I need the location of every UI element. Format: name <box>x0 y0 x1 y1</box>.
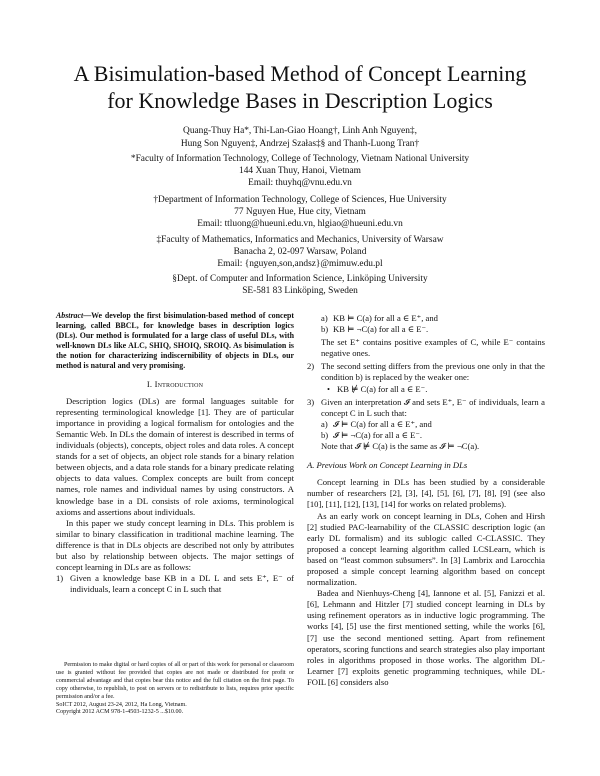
previous-work-paragraph-3: Badea and Nienhuys-Cheng [4], Iannone et al. [5], Fanizzi et al. [6], Lehmann and Hitzler [7] studied concept learning in DLs by using refinement operators as in inductive logic programming. The works [4], [5] use the first mentioned setting, while the works [6], [7] use the second mentioned setting. Apart from refinement operators, scoring functions and search strategies also play important roles in algorithms proposed in those works. The algorithm DL-Learner [7] exploits genetic programming techniques, while DL-FOIL [6] considers also <box>307 588 545 687</box>
intro-paragraph-1: Description logics (DLs) are formal languages suitable for representing terminological knowledge [1]. They are of particular importance in providing a logical formalism for ontologies and the Semantic Web. In DLs the domain of interest is described in terms of individuals (objects), concepts, object roles and data roles. A concept stands for a set of objects, an object role stands for a binary relation between objects, and a data role stands for a binary predicate relating objects to data values. Complex concepts are built from concept names, role names and individual names by using constructors. A knowledge base in a DL consists of role axioms, terminological axioms and assertions about individuals. <box>56 395 294 517</box>
abstract <box>56 311 294 372</box>
list-item <box>56 573 294 595</box>
previous-work-paragraph-2: As an early work on concept learning in DLs, Cohen and Hirsh [2] studied PAC-learnability of the CLASSIC description logic (an early DL formalism) and its sublogic called C-CLASSIC. They proposed a concept learning algorithm called LCSLearn, which is based on “least common subsumers”. In [3] Lambrix and Larocchia proposed a simple concept learning algorithm based on concept normalization. <box>307 510 545 588</box>
list-subitem <box>307 419 545 430</box>
footnote <box>56 662 294 717</box>
subitem-text: KB ⊨ ¬C(a) for all a ∈ E⁻. <box>333 324 429 335</box>
list-item <box>307 361 545 383</box>
affiliation-1: *Faculty of Information Technology, College of Technology, Vietnam National University 144 Xuan Thuy, Hanoi, Vietnam Email: thuyhq@vnu.edu.vn <box>130 154 470 189</box>
bullet-text: KB ⊭ C(a) for all a ∈ E⁻. <box>337 383 428 394</box>
affiliation-4: §Dept. of Computer and Information Science, Linköping University SE-581 83 Linköping, Sweden <box>172 274 428 297</box>
list-subitem <box>307 430 545 441</box>
list-item <box>307 397 545 419</box>
right-column <box>307 313 545 768</box>
subitem-label: a) <box>321 313 328 323</box>
item1-note: The set E⁺ contains positive examples of C, while E⁻ contains negative ones. <box>321 337 545 359</box>
list-bullet <box>307 384 545 395</box>
subitem-label: a) <box>321 418 328 429</box>
affiliation-2: †Department of Information Technology, College of Sciences, Hue University 77 Nguyen Hue, Hue city, Vietnam Email: ttluong@hueuni.edu.vn, hlgiao@hueuni.edu.vn <box>153 195 447 230</box>
affiliation-3: ‡Faculty of Mathematics, Informatics and Mechanics, University of Warsaw Banacha 2, 02-097 Warsaw, Poland Email: {nguyen,son,andsz}@mimuw.edu.pl <box>156 235 444 270</box>
item3-note: Note that 𝓘 ⊭ C(a) is the same as 𝓘 ⊨ ¬C(a). <box>321 441 480 452</box>
subitem-label: b) <box>321 429 329 440</box>
list-subitem <box>307 324 545 335</box>
list-item-label: 1) <box>56 573 64 584</box>
subitem-text: 𝓘 ⊨ ¬C(a) for all a ∈ E⁻. <box>333 429 423 440</box>
paper-title: A Bisimulation-based Method of Concept Learning for Knowledge Bases in Description Logics <box>73 61 527 113</box>
left-column <box>56 311 294 656</box>
bullet-icon: • <box>327 383 331 394</box>
section-title-introduction: I. Introduction <box>146 378 204 389</box>
abstract-text: —We develop the first bisimulation-based method of concept learning, called BBCL, for knowledge bases in description logics (DLs). Our method is formulated for a large class of useful DLs, with well-known DLs like ALC, SHIQ, SHOIQ, SROIQ. As bisimulation is the notion for characterizing indiscernibility of objects in DLs, our method is natural and very promising. <box>56 311 294 371</box>
list-item-text: Given an interpretation 𝓘 and sets E⁺, E⁻ of individuals, learn a concept C in L such that: <box>321 396 545 418</box>
subsection-title: A. Previous Work on Concept Learning in DLs <box>307 460 468 471</box>
authors-line-1: Quang-Thuy Ha*, Thi-Lan-Giao Hoang†, Linh Anh Nguyen‡, <box>183 126 417 136</box>
list-item-text: Given a knowledge base KB in a DL L and sets E⁺, E⁻ of individuals, learn a concept C in L such that <box>70 573 294 595</box>
list-item-label: 2) <box>307 361 315 372</box>
subitem-label: b) <box>321 324 329 335</box>
intro-paragraph-2: In this paper we study concept learning in DLs. This problem is similar to binary classification in traditional machine learning. The difference is that in DLs objects are described not only by attributes but also by relationship between objects. The major settings of concept learning in DLs are as follows: <box>56 517 294 573</box>
abstract-label: Abstract <box>56 311 84 320</box>
footnote-permission: Permission to make digital or hard copies of all or part of this work for personal or classroom use is granted without fee provided that copies are not made or distributed for profit or commercial advantage and that copies bear this notice and the full citation on the first page. To copy otherwise, to republish, to post on servers or to redistribute to lists, requires prior specific permission and/or a fee. <box>56 662 294 700</box>
subitem-text: KB ⊨ C(a) for all a ∈ E⁺, and <box>333 313 438 323</box>
subitem-text: 𝓘 ⊨ C(a) for all a ∈ E⁺, and <box>333 418 432 429</box>
footnote-copyright: Copyright 2012 ACM 978-1-4503-1232-5 ...$10.00. <box>56 709 184 716</box>
authors-line-2: Hung Son Nguyen‡, Andrzej Szałas‡§ and Thanh-Luong Tran† <box>180 139 420 149</box>
list-subitem <box>307 313 545 324</box>
footnote-conference: SoICT 2012, August 23-24, 2012, Ha Long, Vietnam. <box>56 701 187 708</box>
previous-work-paragraph-1: Concept learning in DLs has been studied by a considerable number of researchers [2], [3], [4], [5], [6], [7], [8], [9] (see also [10], [11], [12], [13], [14] for works on related problems). <box>307 477 545 510</box>
list-item-text: The second setting differs from the previous one only in that the condition b) is replaced by the weaker one: <box>321 361 545 383</box>
list-item-label: 3) <box>307 396 315 407</box>
